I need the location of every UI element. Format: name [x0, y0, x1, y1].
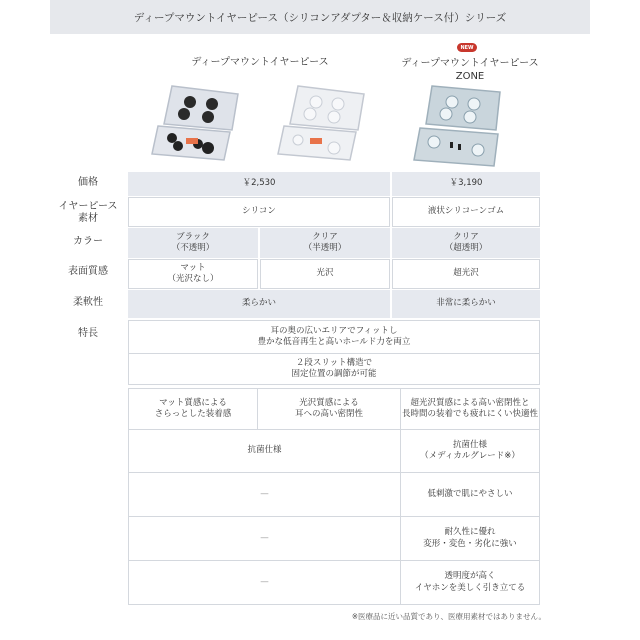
color-black: ブラック （不透明） [128, 228, 258, 258]
feature-fit: 耳の奥の広いエリアでフィットし 豊かな低音再生と高いホールド力を両立 [128, 320, 540, 354]
material-zone: 液状シリコーンゴム [392, 197, 540, 227]
flex-standard: 柔らかい [128, 290, 390, 318]
label-price: 価格 [78, 177, 98, 188]
product-name-zone-line2: ZONE [455, 71, 485, 82]
page-title: ディープマウントイヤーピース（シリコンアダプター＆収納ケース付）シリーズ [50, 0, 590, 34]
material-standard: シリコン [128, 197, 390, 227]
feature-clarity-standard: — [128, 560, 401, 605]
label-flexibility: 柔軟性 [73, 297, 103, 308]
label-material-line1: イヤーピース [58, 201, 118, 212]
texture-black: マット （光沢なし） [128, 259, 258, 289]
zone-eartips-case-image [412, 84, 512, 170]
label-features: 特長 [78, 328, 98, 339]
product-name-zone [380, 57, 560, 83]
feature-durability-standard: — [128, 516, 401, 561]
texture-zone: 超光沢 [392, 259, 540, 289]
feature-texture-black: マット質感による さらっとした装着感 [128, 388, 258, 430]
feature-clarity-zone: 透明度が高く イヤホンを美しく引き立てる [400, 560, 540, 605]
price-standard: ￥2,530 [128, 172, 390, 196]
label-texture: 表面質感 [68, 266, 108, 277]
new-badge: NEW [457, 43, 477, 52]
feature-antibacterial-standard: 抗菌仕様 [128, 429, 401, 473]
label-color: カラー [73, 236, 103, 247]
label-material [50, 198, 126, 228]
feature-antibacterial-zone: 抗菌仕様 （メディカルグレード※） [400, 429, 540, 473]
feature-slit: ２段スリット構造で 固定位置の調節が可能 [128, 353, 540, 385]
feature-skin-standard: — [128, 472, 401, 517]
texture-clear: 光沢 [260, 259, 390, 289]
footnote: ※医療品に近い品質であり、医療用素材ではありません。 [351, 612, 546, 621]
feature-durability-zone: 耐久性に優れ 変形・変色・劣化に強い [400, 516, 540, 561]
feature-texture-zone: 超光沢質感による高い密閉性と 長時間の装着でも疲れにくい快適性 [400, 388, 540, 430]
color-zone: クリア （超透明） [392, 228, 540, 258]
price-zone: ￥3,190 [392, 172, 540, 196]
label-material-line2: 素材 [78, 213, 98, 224]
feature-texture-clear: 光沢質感による 耳への高い密閉性 [257, 388, 401, 430]
feature-skin-zone: 低刺激で肌にやさしい [400, 472, 540, 517]
product-name-standard: ディープマウントイヤーピース [191, 57, 329, 68]
product-name-zone-line1: ディープマウントイヤーピース [401, 58, 539, 69]
color-clear: クリア （半透明） [260, 228, 390, 258]
clear-eartips-case-image [276, 80, 372, 164]
black-eartips-case-image [150, 80, 246, 164]
flex-zone: 非常に柔らかい [392, 290, 540, 318]
